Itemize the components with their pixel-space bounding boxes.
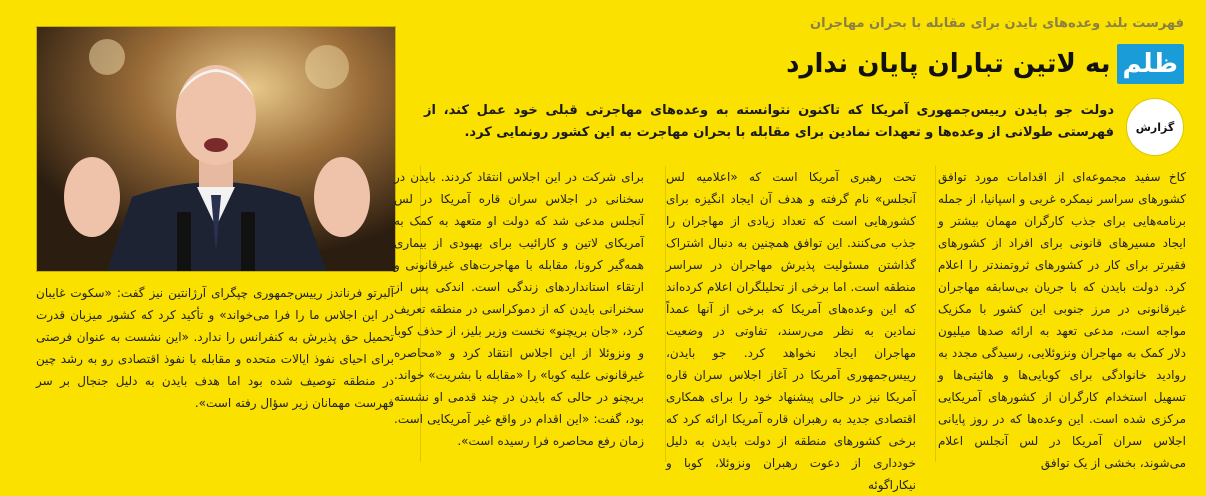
headline-text: به لاتین تباران پایان ندارد [786,49,1111,79]
headline-highlight: ظلم [1117,44,1185,84]
body-column-1 [938,166,1186,470]
body-column-2 [666,166,916,492]
body-paragraph: آلبرتو فرناندز رییس‌جمهوری چپگرای آرژانتین نیز گفت: «سکوت غایبان در این اجلاس ما را فرا می‌خواند» و تأکید کرد که کشور میزبان قدرت تحمیل حق پذیرش به کنفرانس را ندارد. «این نشست به عنوان فرصتی برای احیای نفوذ ایالات متحده و مقابله با نفوذ اقتصادی رو به رشد چین در منطقه توصیف شده بود اما هدف بایدن به دلیل جنجال بر سر فهرست مهمانان زیر سؤال رفته است». [36,286,394,410]
article-headline [424,44,1184,84]
body-paragraph: تحت رهبری آمریکا است که «اعلامیه لس آنجلس» نام گرفته و هدف آن ایجاد انگیزه برای کشورهایی است که تعداد زیادی از مهاجران را جذب می‌کنند. این توافق همچنین به دنبال اشتراک گذاشتن مسئولیت پذیرش مهاجران در سراسر منطقه است. اما برخی از تحلیلگران اعلام کرده‌اند که این وعده‌های آمریکا که برخی از آنها عمداً نمادین به نظر می‌رسند، تفاوتی در وضعیت مهاجران ایجاد نخواهد کرد. جو بایدن، رییس‌جمهوری آمریکا در آغاز اجلاس سران قاره آمریکا نیز در حالی پیشنهاد خود را برای همکاری اقتصادی جدید به رهبران قاره آمریکا ارائه کرد که برخی کشورهای منطقه از دولت بایدن به دلیل خودداری از دعوت رهبران ونزوئلا، کوبا و نیکاراگوئه [666,170,916,492]
article-photo [36,26,396,272]
report-badge: گزارش [1126,98,1184,156]
body-paragraph: برای شرکت در این اجلاس انتقاد کردند. بایدن در سخنانی در اجلاس سران قاره آمریکا در لس آنجلس مدعی شد که دولت او متعهد به کمک به آمریکای لاتین و کارائیب برای بهبودی از بیماری همه‌گیر کرونا، مقابله با مهاجرت‌های غیرقانونی و ارتقاء استانداردهای زندگی است. اندکی پس از سخنرانی بایدن که از دموکراسی در منطقه تعریف کرد، «جان بریچنو» نخست وزیر بلیز، از حذف کوبا و ونزوئلا از این اجلاس انتقاد کرد و «محاصره غیرقانونی علیه کوبا» را «مقابله با بشریت» خواند. بریچنو در حالی که بایدن در چند قدمی او نشسته بود، گفت: «این اقدام در واقع غیر آمریکایی است. زمان رفع محاصره فرا رسیده است». [394,170,644,448]
person-photo-icon [37,27,395,271]
body-column-3 [394,166,644,466]
column-divider [935,166,936,462]
body-column-4 [36,282,394,468]
article-lead: دولت جو بایدن رییس‌جمهوری آمریکا که تاکنون نتوانسته به وعده‌های مهاجرتی قبلی خود عمل کند، از فهرستی طولانی از وعده‌ها و تعهدات نمادین برای مقابله با بحران مهاجرت به این کشور رونمایی کرد. [424,103,1114,140]
body-paragraph: کاخ سفید مجموعه‌ای از اقدامات مورد توافق کشورهای سراسر نیمکره غربی و اسپانیا، از جمله برنامه‌هایی برای جذب کارگران مهمان بیشتر و ایجاد مسیرهای قانونی برای افراد از کشورهای فقیرتر برای کار در کشورهای ثروتمندتر را اعلام کرد. دولت بایدن که با جریان بی‌سابقه مهاجران غیرقانونی در مرز جنوبی این کشور با مکزیک مواجه است، مدعی تعهد به ارائه صدها میلیون دلار کمک به مهاجران ونزوئلایی، رسیدگی مجدد به روادید خانوادگی برای کوبایی‌ها و هائیتی‌ها و تسهیل استخدام کارگران از کشورهای آمریکایی مرکزی شده است. این وعده‌ها که در روز پایانی اجلاس سران آمریکا در لس آنجلس اعلام می‌شوند، بخشی از یک توافق [938,170,1186,470]
article-kicker: فهرست بلند وعده‌های بایدن برای مقابله با بحران مهاجران [809,16,1184,31]
